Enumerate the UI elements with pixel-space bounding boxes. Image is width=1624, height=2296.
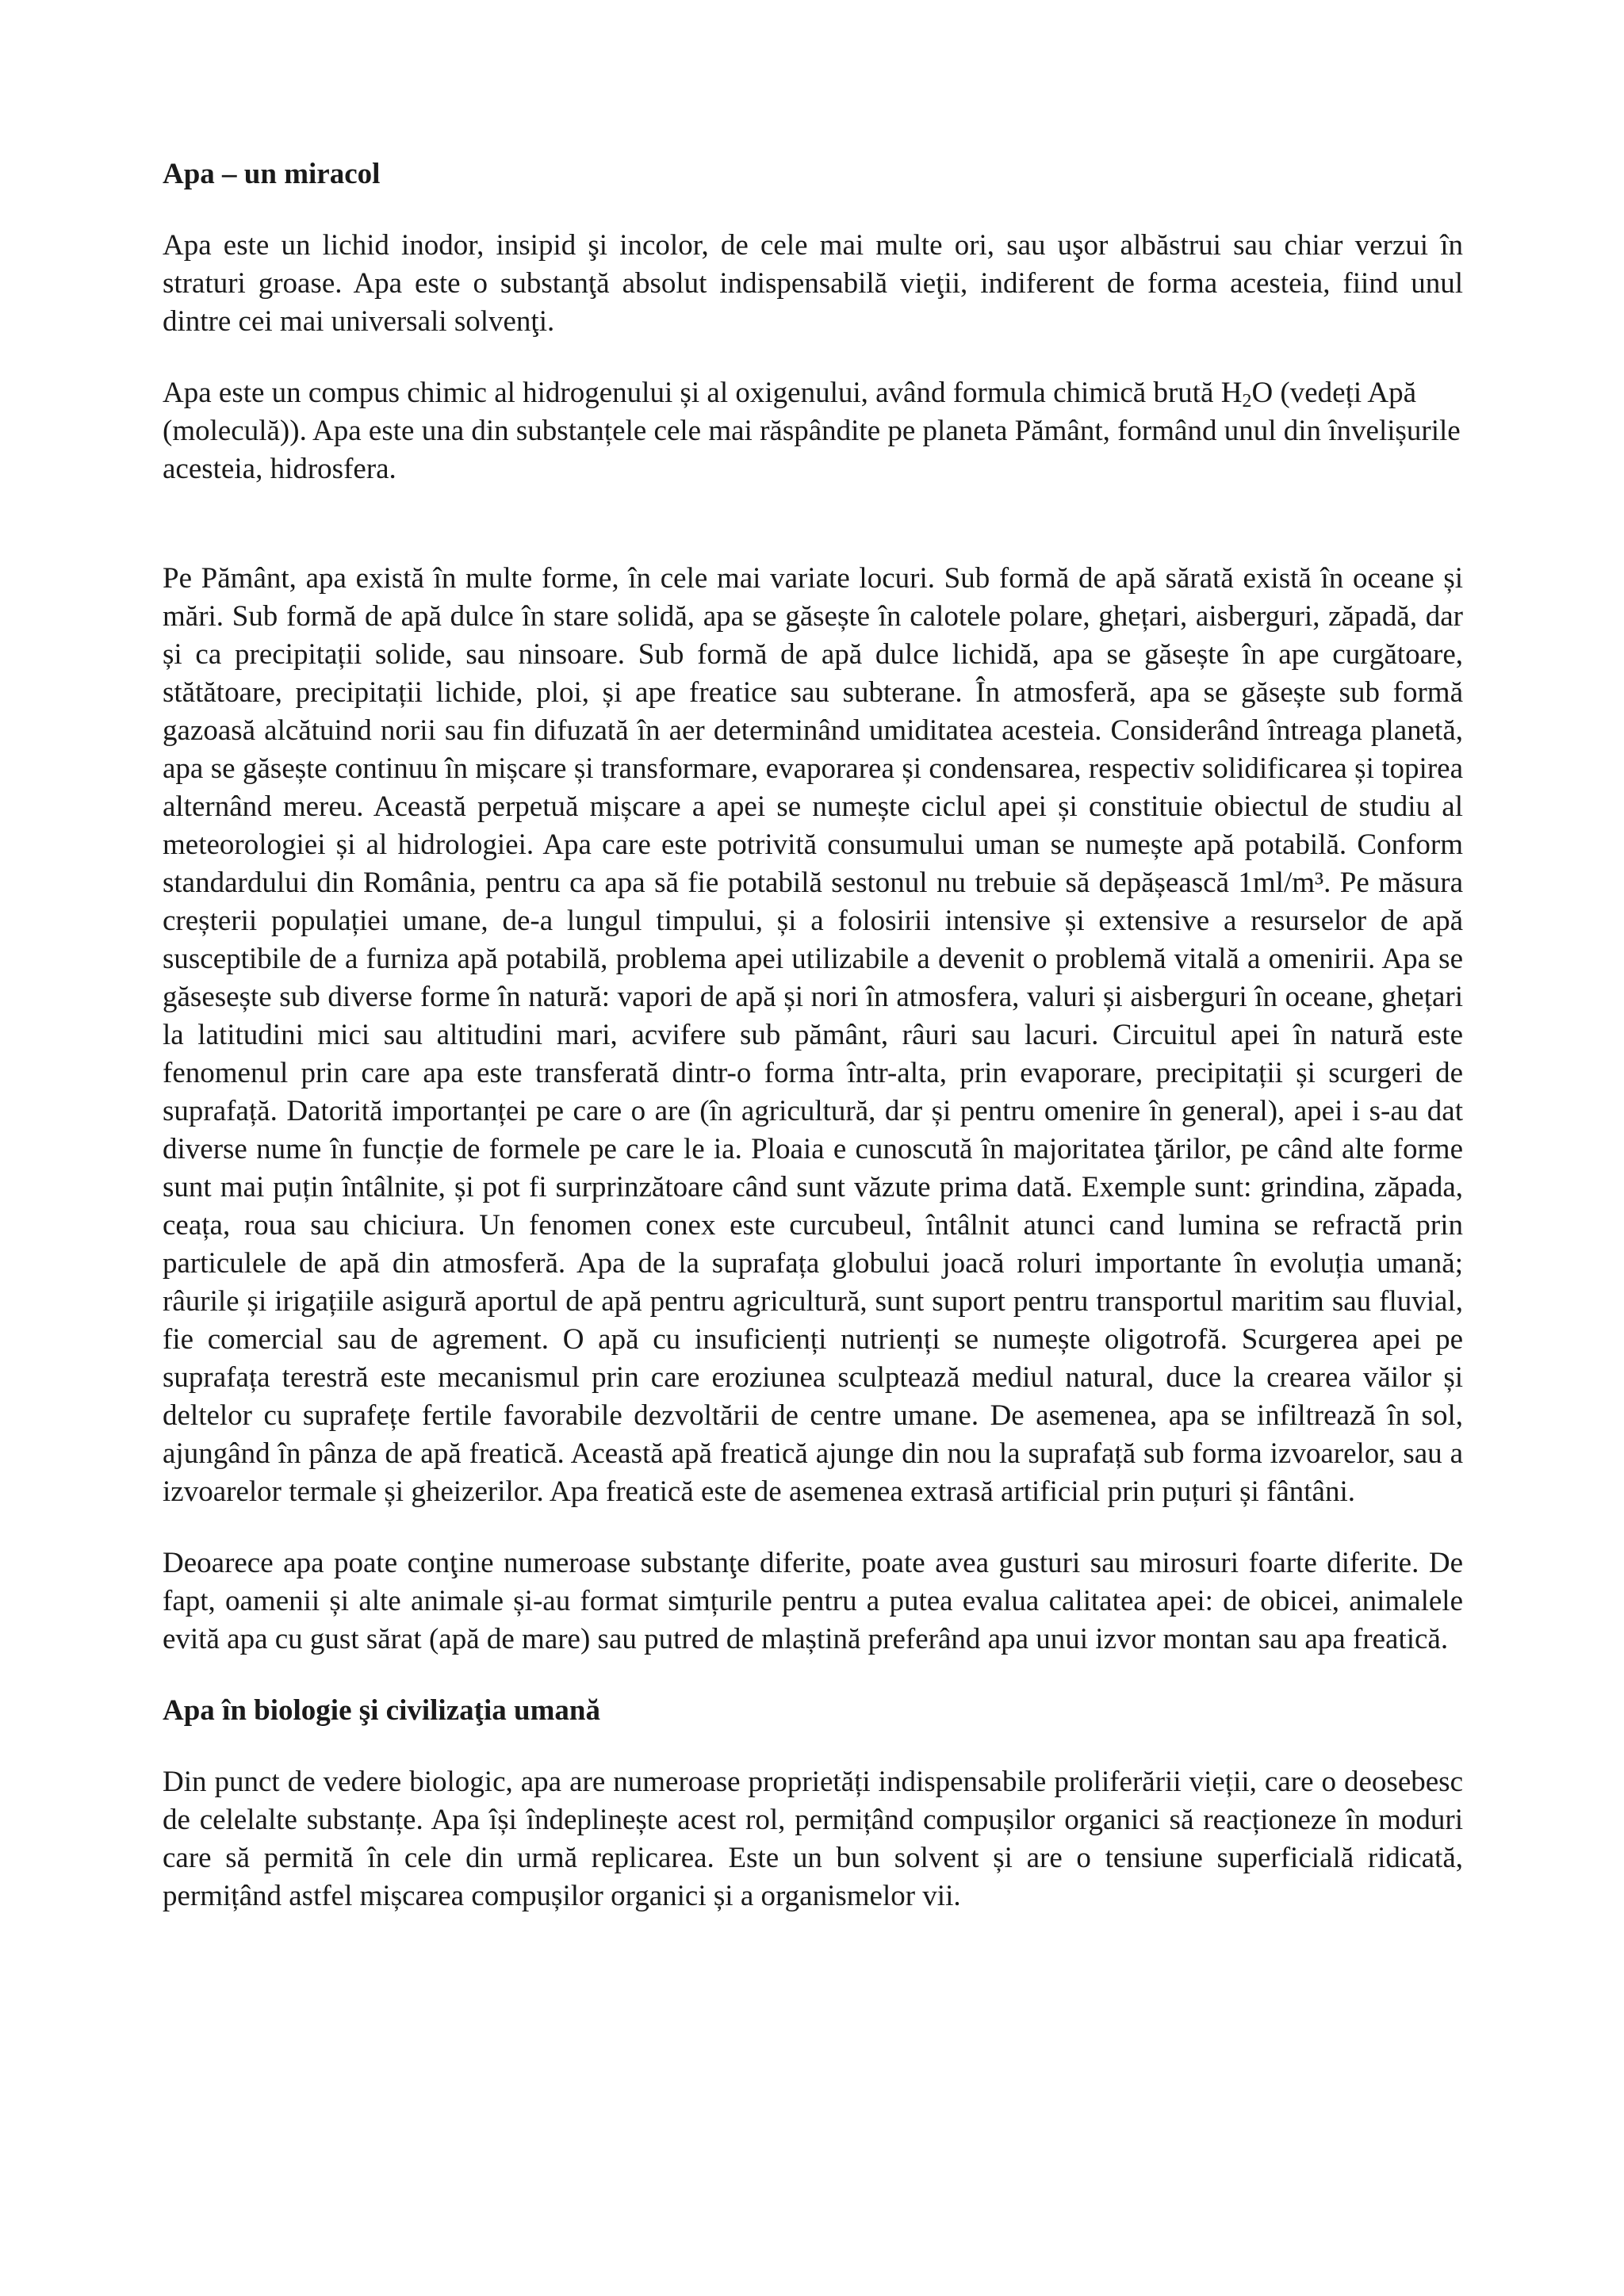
paragraph-chemical-compound — [163, 374, 1463, 488]
section-title: Apa în biologie şi civilizaţia umană — [163, 1694, 600, 1727]
formula-subscript: 2 — [1242, 391, 1252, 411]
paragraph-taste-smell: Deoarece apa poate conţine numeroase substanţe diferite, poate avea gusturi sau mirosuri foarte diferite. De fapt, oamenii și alte animale și-au format simțurile pentru a putea evalua calitatea apei: de obicei, animalele evită apa cu gust sărat (apă de mare) sau putred de mlaștină preferând apa unui izvor montan sau apa freatică. — [163, 1547, 1463, 1655]
paragraph-chemical-compound-part2: O (vedeți Apă (moleculă)). Apa este una din substanțele cele mai răspândite pe planeta Pământ, formând unul din învelișurile acesteia, hidrosfera. — [163, 377, 1461, 485]
paragraph-water-on-earth: Pe Pământ, apa există în multe forme, în cele mai variate locuri. Sub formă de apă sărată există în oceane și mări. Sub formă de apă dulce în stare solidă, apa se găsește în calotele polare, ghețari, aisberguri, zăpadă, dar și ca precipitații solide, sau ninsoare. Sub formă de apă dulce lichidă, apa se găsește în ape curgătoare, stătătoare, precipitații lichide, ploi, și ape freatice sau subterane. În atmosferă, apa se găsește sub formă gazoasă alcătuind norii sau fin difuzată în aer determinând umiditatea acesteia. Considerând întreaga planetă, apa se găsește continuu în mișcare și transformare, evaporarea și condensarea, respectiv solidificarea și topirea alternând mereu. Această perpetuă mișcare a apei se numește ciclul apei și constituie obiectul de studiu al meteorologiei și al hidrologiei. Apa care este potrivită consumului uman se numește apă potabilă. Conform standardului din România, pentru ca apa să fie potabilă sestonul nu trebuie să depășească 1ml/m³. Pe măsura creșterii populației umane, de-a lungul timpului, și a folosirii intensive și extensive a resurselor de apă susceptibile de a furniza apă potabilă, problema apei utilizabile a devenit o problemă vitală a omenirii. Apa se găsesește sub diverse forme în natură: vapori de apă și nori în atmosfera, valuri și aisberguri în oceane, ghețari la latitudini mici sau altitudini mari, acvifere sub pământ, râuri sau lacuri. Circuitul apei în natură este fenomenul prin care apa este transferată dintr-o forma într-alta, prin evaporare, precipitații și scurgeri de suprafață. Datorită importanței pe care o are (în agricultură, dar și pentru omenire în general), apei i s-au dat diverse nume în funcție de formele pe care le ia. Ploaia e cunoscută în majoritatea ţărilor, pe când alte forme sunt mai puțin întâlnite, și pot fi surprinzătoare când sunt văzute prima dată. Exemple sunt: grindina, zăpada, ceața, roua sau chiciura. Un fenomen conex este curcubeul, întâlnit atunci cand lumina se refractă prin particulele de apă din atmosferă. Apa de la suprafața globului joacă roluri importante în evoluția umană; râurile și irigațiile asigură aportul de apă pentru agricultură, sunt suport pentru transportul maritim sau fluvial, fie comercial sau de agrement. O apă cu insuficienți nutrienți se numește oligotrofă. Scurgerea apei pe suprafața terestră este mecanismul prin care eroziunea sculptează mediul natural, duce la crearea văilor și deltelor cu suprafețe fertile favorabile dezvoltării de centre umane. De asemenea, apa se infiltrează în sol, ajungând în pânza de apă freatică. Această apă freatică ajunge din nou la suprafață sub forma izvoarelor, sau a izvoarelor termale și gheizerilor. Apa freatică este de asemenea extrasă artificial prin puțuri și fântâni. — [163, 562, 1463, 1508]
document-title: Apa – un miracol — [163, 158, 381, 190]
paragraph-chemical-compound-part1: Apa este un compus chimic al hidrogenului și al oxigenului, având formula chimică brută H — [163, 377, 1243, 409]
paragraph-intro: Apa este un lichid inodor, insipid şi incolor, de cele mai multe ori, sau uşor albăstrui sau chiar verzui în straturi groase. Apa este o substanţă absolut indispensabilă vieţii, indiferent de forma acesteia, fiind unul dintre cei mai universali solvenţi. — [163, 229, 1463, 338]
paragraph-biology: Din punct de vedere biologic, apa are numeroase proprietăți indispensabile proliferării vieții, care o deosebesc de celelalte substanțe. Apa își îndeplinește acest rol, permițând compușilor organici să reacționeze în moduri care să permită în cele din urmă replicarea. Este un bun solvent și are o tensiune superficială ridicată, permițând astfel mișcarea compușilor organici și a organismelor vii. — [163, 1766, 1463, 1912]
document-page — [163, 155, 1463, 1915]
